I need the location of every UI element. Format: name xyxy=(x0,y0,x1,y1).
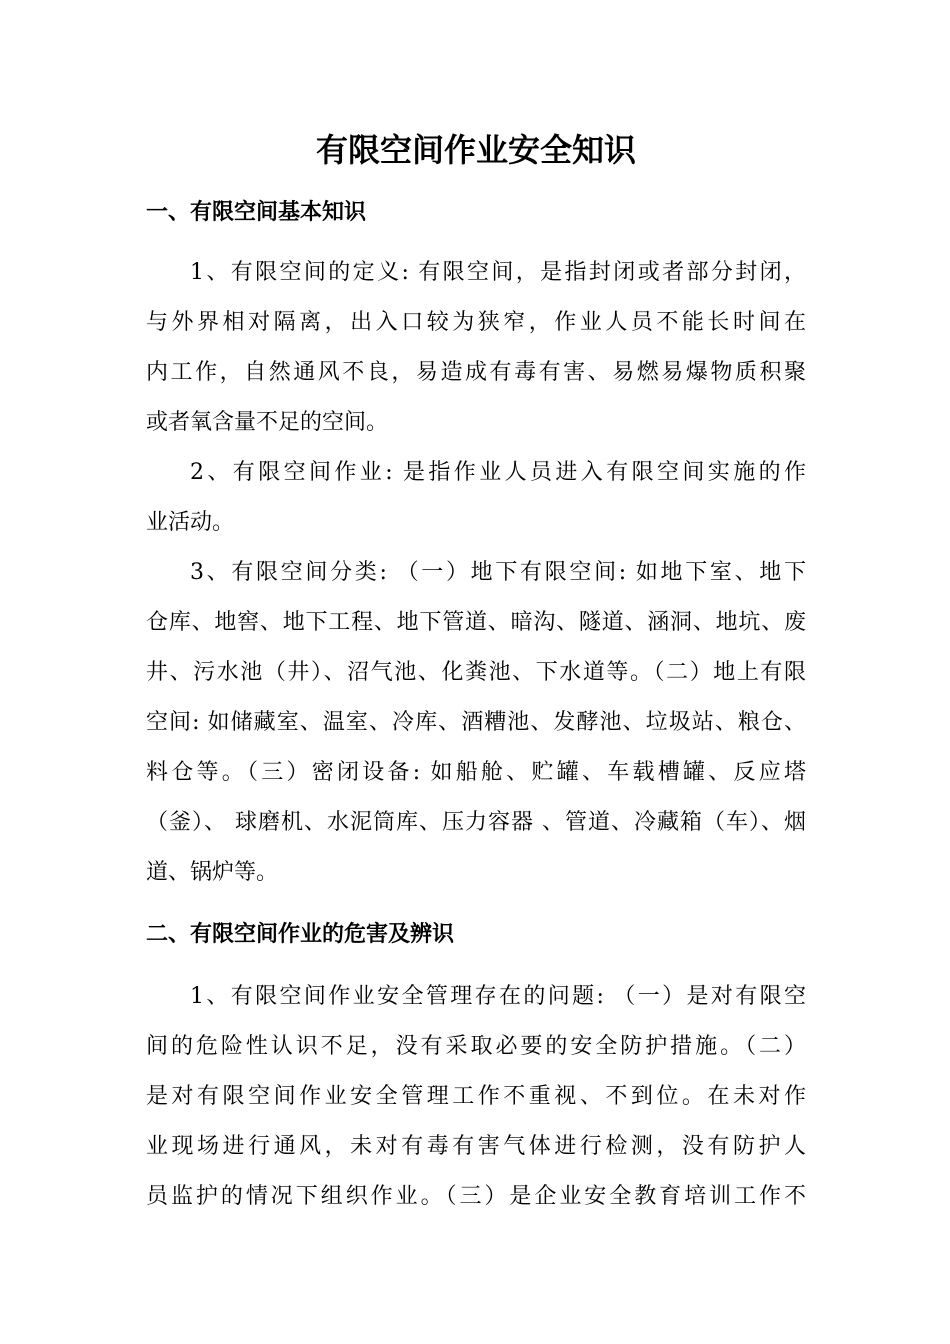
section-heading-hazards: 二、有限空间作业的危害及辨识 xyxy=(146,922,455,947)
document-title: 有限空间作业安全知识 xyxy=(315,131,636,169)
paragraph-line: 道、锅炉等。 xyxy=(146,860,279,885)
section-heading-basics: 一、有限空间基本知识 xyxy=(146,200,367,225)
paragraph-classification xyxy=(146,548,806,898)
paragraph-operation xyxy=(146,448,806,548)
paragraph-line: 空间: 如储藏室、温室、冷库、酒糟池、发酵池、垃圾站、粮仓、 xyxy=(146,710,806,735)
paragraph-management-issues xyxy=(146,972,806,1222)
paragraph-line: 3、有限空间分类: （一）地下有限空间: 如地下室、地下 xyxy=(190,560,806,585)
paragraph-line: 或者氧含量不足的空间。 xyxy=(146,410,389,435)
paragraph-line: 业现场进行通风，未对有毒有害气体进行检测，没有防护人 xyxy=(146,1134,806,1159)
paragraph-line: 间的危险性认识不足，没有采取必要的安全防护措施。（二） xyxy=(146,1034,806,1059)
paragraph-line: 业活动。 xyxy=(146,510,235,535)
paragraph-line: （釜）、 球磨机、水泥筒库、压力容器 、管道、冷藏箱（车）、烟 xyxy=(146,810,806,835)
paragraph-line: 仓库、地窖、地下工程、地下管道、暗沟、隧道、涵洞、地坑、废 xyxy=(146,610,806,635)
paragraph-line: 1、有限空间的定义: 有限空间，是指封闭或者部分封闭， xyxy=(190,260,806,285)
paragraph-line: 内工作，自然通风不良，易造成有毒有害、易燃易爆物质积聚 xyxy=(146,360,806,385)
paragraph-line: 员监护的情况下组织作业。（三）是企业安全教育培训工作不 xyxy=(146,1184,806,1209)
paragraph-line: 2、有限空间作业: 是指作业人员进入有限空间实施的作 xyxy=(190,460,806,485)
paragraph-definition xyxy=(146,248,806,448)
paragraph-line: 是对有限空间作业安全管理工作不重视、不到位。在未对作 xyxy=(146,1084,806,1109)
paragraph-line: 1、有限空间作业安全管理存在的问题: （一）是对有限空 xyxy=(190,984,806,1009)
paragraph-line: 与外界相对隔离，出入口较为狭窄，作业人员不能长时间在 xyxy=(146,310,806,335)
paragraph-line: 井、污水池（井）、沼气池、化粪池、下水道等。（二）地上有限 xyxy=(146,660,806,685)
paragraph-line: 料仓等。（三）密闭设备: 如船舱、贮罐、车载槽罐、反应塔 xyxy=(146,760,806,785)
